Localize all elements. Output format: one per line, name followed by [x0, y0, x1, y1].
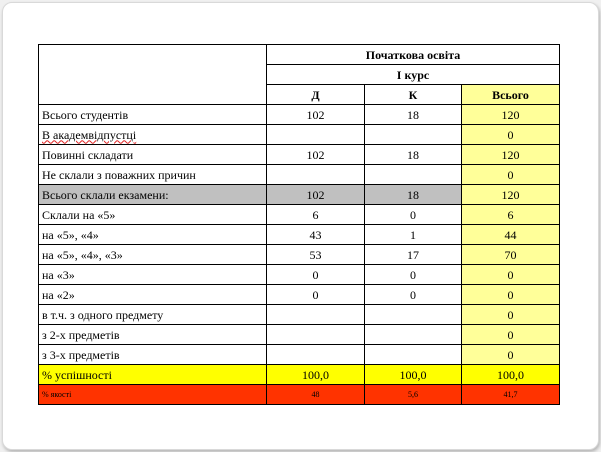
row-label: Не склали з поважних причин — [39, 165, 267, 185]
cell-total: 0 — [462, 165, 560, 185]
row-label: в т.ч. з одного предмету — [39, 305, 267, 325]
cell-k: 5,6 — [365, 385, 462, 405]
table-row — [39, 345, 560, 365]
row-label: Всього склали екзамени: — [39, 185, 267, 205]
cell-total: 44 — [462, 225, 560, 245]
cell-d — [267, 305, 365, 325]
cell-total: 0 — [462, 125, 560, 145]
cell-d: 6 — [267, 205, 365, 225]
cell-k — [365, 325, 462, 345]
row-label: Всього студентів — [39, 105, 267, 125]
header-group: Початкова освіта — [267, 45, 560, 65]
exam-results-table — [38, 44, 560, 405]
cell-d: 102 — [267, 185, 365, 205]
header-col-total: Всього — [462, 85, 560, 105]
cell-k: 18 — [365, 105, 462, 125]
row-label: % якості — [39, 385, 267, 405]
table-row — [39, 165, 560, 185]
cell-total: 41,7 — [462, 385, 560, 405]
cell-total: 0 — [462, 305, 560, 325]
cell-total: 100,0 — [462, 365, 560, 385]
cell-d — [267, 125, 365, 145]
cell-k: 0 — [365, 285, 462, 305]
cell-d: 53 — [267, 245, 365, 265]
row-label: на «5», «4» — [39, 225, 267, 245]
table-row-exams-total — [39, 185, 560, 205]
row-label: з 3-х предметів — [39, 345, 267, 365]
row-label: на «2» — [39, 285, 267, 305]
table-row — [39, 305, 560, 325]
table-row — [39, 325, 560, 345]
cell-total: 0 — [462, 265, 560, 285]
cell-d: 0 — [267, 285, 365, 305]
header-col-d: Д — [267, 85, 365, 105]
table-row — [39, 225, 560, 245]
row-label: Склали на «5» — [39, 205, 267, 225]
row-label: з 2-х предметів — [39, 325, 267, 345]
row-label — [39, 125, 267, 145]
cell-d: 100,0 — [267, 365, 365, 385]
cell-total: 120 — [462, 145, 560, 165]
cell-k: 100,0 — [365, 365, 462, 385]
cell-k: 17 — [365, 245, 462, 265]
cell-k: 1 — [365, 225, 462, 245]
cell-k — [365, 305, 462, 325]
cell-k — [365, 165, 462, 185]
row-label-text: В академвідпустці — [42, 127, 137, 142]
cell-d: 102 — [267, 145, 365, 165]
row-label: % успішності — [39, 365, 267, 385]
cell-k: 0 — [365, 205, 462, 225]
cell-d: 48 — [267, 385, 365, 405]
table-row — [39, 245, 560, 265]
cell-total: 0 — [462, 325, 560, 345]
cell-total: 120 — [462, 105, 560, 125]
table-row — [39, 285, 560, 305]
cell-k — [365, 125, 462, 145]
row-label: Повинні складати — [39, 145, 267, 165]
table-row — [39, 125, 560, 145]
cell-d — [267, 325, 365, 345]
header-col-k: К — [365, 85, 462, 105]
cell-k: 18 — [365, 145, 462, 165]
cell-d — [267, 165, 365, 185]
cell-total: 0 — [462, 345, 560, 365]
slide-frame — [2, 2, 599, 450]
table-row — [39, 145, 560, 165]
row-label: на «5», «4», «3» — [39, 245, 267, 265]
cell-total: 120 — [462, 185, 560, 205]
cell-d — [267, 345, 365, 365]
header-empty-cell — [39, 45, 267, 105]
table-row-success-rate — [39, 365, 560, 385]
cell-total: 70 — [462, 245, 560, 265]
table-row — [39, 105, 560, 125]
cell-k — [365, 345, 462, 365]
cell-d: 102 — [267, 105, 365, 125]
cell-total: 0 — [462, 285, 560, 305]
cell-k: 0 — [365, 265, 462, 285]
cell-d: 0 — [267, 265, 365, 285]
table-row — [39, 205, 560, 225]
table-row-quality-rate — [39, 385, 560, 405]
cell-total: 6 — [462, 205, 560, 225]
cell-k: 18 — [365, 185, 462, 205]
header-course: І курс — [267, 65, 560, 85]
cell-d: 43 — [267, 225, 365, 245]
table-row — [39, 265, 560, 285]
row-label: на «3» — [39, 265, 267, 285]
